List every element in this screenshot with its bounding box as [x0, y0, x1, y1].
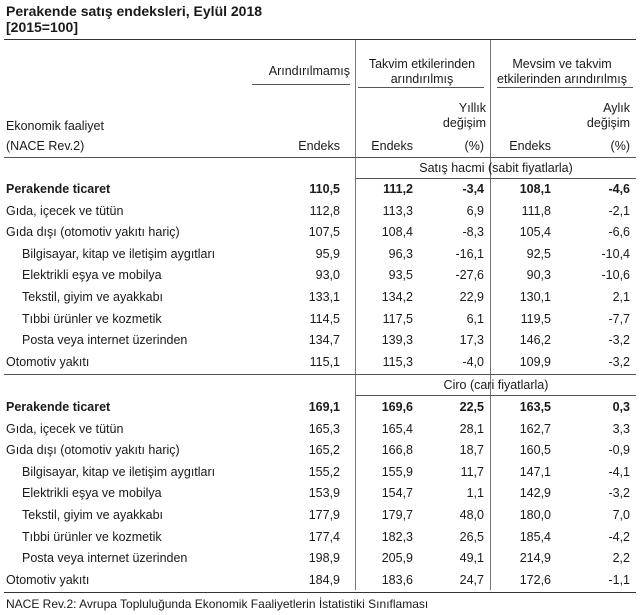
row-label: Tıbbi ürünler ve kozmetik: [22, 529, 162, 544]
group-header-seasonal: Mevsim ve takvim etkilerinden arındırılmış: [497, 57, 627, 86]
table-cell: 110,5: [309, 182, 340, 196]
table-subtitle: [2015=100]: [6, 19, 79, 35]
section-title-volume: Satış hacmi (sabit fiyatlarla): [419, 161, 573, 175]
table-cell: 177,4: [308, 529, 340, 544]
section-rule: [356, 178, 636, 179]
percent-header: (%): [464, 139, 484, 153]
table-cell: 6,1: [466, 311, 484, 326]
table-cell: -6,6: [608, 225, 630, 240]
table-cell: 105,4: [519, 225, 551, 240]
table-cell: 169,6: [381, 400, 413, 414]
table-cell: -4,1: [608, 464, 630, 479]
table-cell: 134,7: [308, 333, 340, 348]
table-cell: 147,1: [519, 464, 551, 479]
table-cell: -27,6: [455, 268, 484, 283]
index-header: Endeks: [298, 139, 340, 153]
table-cell: -1,1: [608, 572, 630, 587]
table-cell: 26,5: [459, 529, 484, 544]
table-cell: 169,1: [308, 400, 340, 414]
percent-header: (%): [610, 139, 630, 153]
table-cell: -16,1: [455, 246, 484, 261]
table-cell: -7,7: [608, 311, 630, 326]
table-cell: -3,2: [608, 486, 630, 501]
row-label: Gıda, içecek ve tütün: [6, 421, 124, 436]
annual-change-header: Yıllık değişim: [442, 101, 486, 130]
table-cell: 185,4: [519, 529, 551, 544]
table-cell: -4,0: [462, 354, 484, 369]
table-cell: 108,1: [519, 182, 551, 196]
table-cell: 162,7: [519, 421, 551, 436]
index-header: Endeks: [371, 139, 413, 153]
nace-header: (NACE Rev.2): [6, 139, 85, 153]
table-cell: 115,3: [382, 354, 413, 369]
table-cell: -3,2: [608, 333, 630, 348]
table-cell: 22,5: [459, 400, 484, 414]
table-cell: 177,9: [308, 508, 340, 522]
group-header-calendar: Takvim etkilerinden arındırılmış: [368, 57, 476, 86]
group-underline: [497, 87, 633, 88]
table-cell: 153,9: [308, 486, 340, 501]
table-cell: 205,9: [381, 551, 413, 566]
table-cell: 179,7: [381, 508, 413, 522]
table-cell: 7,0: [612, 508, 630, 522]
table-cell: 184,9: [308, 572, 340, 587]
table-cell: 130,1: [519, 290, 551, 304]
table-cell: 3,3: [612, 421, 630, 436]
table-cell: 2,1: [612, 290, 630, 304]
table-cell: 214,9: [519, 551, 551, 566]
table-cell: -3,4: [462, 182, 484, 196]
table-cell: 160,5: [519, 443, 551, 458]
table-cell: 172,6: [519, 572, 551, 587]
table-cell: 133,1: [308, 290, 340, 304]
table-cell: 28,1: [459, 421, 484, 436]
table-cell: 154,7: [381, 486, 413, 501]
row-label: Bilgisayar, kitap ve iletişim aygıtları: [22, 246, 216, 261]
table-cell: 117,5: [382, 311, 413, 326]
footnote: NACE Rev.2: Avrupa Topluluğunda Ekonomik Faaliyetlerin İstatistiki Sınıflaması: [6, 597, 429, 611]
table-cell: 119,5: [520, 311, 551, 326]
table-cell: 139,3: [381, 333, 413, 348]
table-title: Perakende satış endeksleri, Eylül 2018: [6, 3, 263, 19]
table-cell: 146,2: [519, 333, 551, 348]
table-cell: -8,3: [462, 225, 484, 240]
row-label: Gıda dışı (otomotiv yakıtı hariç): [6, 443, 180, 458]
table-cell: 155,2: [308, 464, 340, 479]
table-cell: 108,4: [381, 225, 413, 240]
table-cell: 1,1: [466, 486, 484, 501]
row-label: Tekstil, giyim ve ayakkabı: [22, 290, 164, 304]
group-underline: [252, 84, 350, 85]
group-underline: [358, 87, 484, 88]
monthly-change-header: Aylık değişim: [586, 101, 630, 130]
table-cell: 90,3: [526, 268, 551, 283]
row-label: Elektrikli eşya ve mobilya: [22, 486, 162, 501]
table-cell: 92,5: [526, 246, 551, 261]
table-cell: 22,9: [459, 290, 484, 304]
table-cell: 180,0: [519, 508, 551, 522]
row-label: Posta veya internet üzerinden: [22, 551, 188, 566]
table-cell: 165,4: [381, 421, 413, 436]
table-cell: 107,5: [308, 225, 340, 240]
table-cell: 165,2: [308, 443, 340, 458]
table-cell: 111,2: [383, 182, 413, 196]
index-header: Endeks: [509, 139, 551, 153]
table-cell: 134,2: [381, 290, 413, 304]
row-label: Bilgisayar, kitap ve iletişim aygıtları: [22, 464, 216, 479]
table-cell: 155,9: [381, 464, 413, 479]
activity-header: Ekonomik faaliyet: [6, 119, 104, 133]
row-label: Tıbbi ürünler ve kozmetik: [22, 311, 162, 326]
table-cell: 109,9: [519, 354, 551, 369]
bottom-rule: [4, 592, 636, 593]
table-cell: -3,2: [608, 354, 630, 369]
table-cell: 113,3: [382, 203, 413, 218]
table-cell: 111,8: [521, 203, 551, 218]
table-cell: 163,5: [519, 400, 551, 414]
header-rule: [4, 157, 636, 158]
row-label: Perakende ticaret: [6, 182, 111, 196]
table-cell: -2,1: [608, 203, 630, 218]
table-cell: 166,8: [381, 443, 413, 458]
table-cell: -10,4: [601, 246, 630, 261]
table-cell: 115,1: [309, 354, 340, 369]
row-label: Posta veya internet üzerinden: [22, 333, 188, 348]
table-cell: 24,7: [459, 572, 484, 587]
table-cell: 11,7: [460, 464, 484, 479]
row-label: Gıda, içecek ve tütün: [6, 203, 124, 218]
section-title-turnover: Ciro (cari fiyatlarla): [443, 378, 549, 392]
table-cell: 17,3: [459, 333, 484, 348]
row-label: Otomotiv yakıtı: [6, 572, 90, 587]
table-cell: 165,3: [308, 421, 340, 436]
table-cell: 114,5: [309, 311, 340, 326]
table-cell: 49,1: [459, 551, 484, 566]
table-cell: 112,8: [309, 203, 340, 218]
table-cell: 96,3: [388, 246, 413, 261]
table-cell: 6,9: [466, 203, 484, 218]
table-cell: 142,9: [519, 486, 551, 501]
table-cell: 18,7: [459, 443, 484, 458]
table-cell: 183,6: [381, 572, 413, 587]
table-cell: 95,9: [315, 246, 340, 261]
row-label: Otomotiv yakıtı: [6, 354, 90, 369]
table-cell: 198,9: [308, 551, 340, 566]
table-cell: 93,5: [388, 268, 413, 283]
table-cell: 2,2: [612, 551, 630, 566]
table-cell: -4,6: [608, 182, 630, 196]
section-rule: [356, 395, 636, 396]
row-label: Tekstil, giyim ve ayakkabı: [22, 508, 164, 522]
table-cell: -4,2: [608, 529, 630, 544]
table-cell: 93,0: [315, 268, 340, 283]
section-divider: [4, 374, 636, 375]
row-label: Elektrikli eşya ve mobilya: [22, 268, 162, 283]
group-header-unadjusted: Arındırılmamış: [268, 64, 350, 78]
table-cell: -10,6: [601, 268, 630, 283]
row-label: Gıda dışı (otomotiv yakıtı hariç): [6, 225, 180, 240]
table-cell: -0,9: [608, 443, 630, 458]
top-rule: [4, 39, 636, 40]
table-cell: 48,0: [459, 508, 484, 522]
table-cell: 0,3: [612, 400, 630, 414]
row-label: Perakende ticaret: [6, 400, 111, 414]
table-cell: 182,3: [381, 529, 413, 544]
